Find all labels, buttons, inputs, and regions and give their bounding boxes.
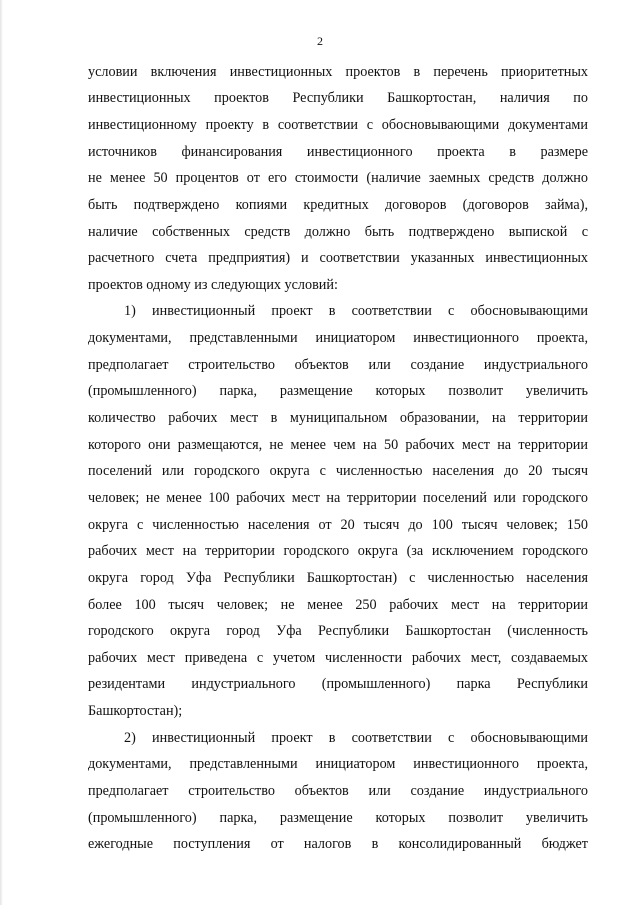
- text-line: резидентами индустриального (промышленного) парка Республики: [88, 676, 588, 692]
- text-line: не менее 50 процентов от его стоимости (наличие заемных средств должно: [88, 170, 588, 186]
- text-line: проектов одному из следующих условий:: [88, 277, 338, 293]
- text-line: количество рабочих мест в муниципальном образовании, на территории: [88, 410, 588, 426]
- text-line: документами, представленными инициатором инвестиционного проекта,: [88, 756, 588, 772]
- text-line: человек; не менее 100 рабочих мест на территории поселений или городского: [88, 490, 588, 506]
- text-line: поселений или городского округа с численностью населения до 20 тысяч: [88, 463, 588, 479]
- scan-edge: [0, 0, 3, 905]
- text-line: (промышленного) парка, размещение которых позволит увеличить: [88, 810, 588, 826]
- text-line: ежегодные поступления от налогов в консолидированный бюджет: [88, 836, 588, 852]
- text-line: 1) инвестиционный проект в соответствии с обосновывающими: [124, 303, 588, 319]
- text-line: рабочих мест на территории городского округа (за исключением городского: [88, 543, 588, 559]
- text-line: которого они размещаются, не менее чем на 50 рабочих мест на территории: [88, 437, 588, 453]
- text-line: расчетного счета предприятия) и соответствии указанных инвестиционных: [88, 250, 588, 266]
- page-number: 2: [317, 34, 323, 48]
- text-line: более 100 тысяч человек; не менее 250 рабочих мест на территории: [88, 597, 588, 613]
- text-line: предполагает строительство объектов или создание индустриального: [88, 357, 588, 373]
- text-line: рабочих мест приведена с учетом численности рабочих мест, создаваемых: [88, 650, 588, 666]
- text-line: 2) инвестиционный проект в соответствии с обосновывающими: [124, 730, 588, 746]
- text-line: инвестиционному проекту в соответствии с обосновывающими документами: [88, 117, 588, 133]
- text-line: (промышленного) парка, размещение которых позволит увеличить: [88, 383, 588, 399]
- text-line: округа с численностью населения от 20 тысяч до 100 тысяч человек; 150: [88, 517, 588, 533]
- text-line: условии включения инвестиционных проектов в перечень приоритетных: [88, 64, 588, 80]
- text-line: городского округа город Уфа Республики Башкортостан (численность: [88, 623, 588, 639]
- text-line: источников финансирования инвестиционного проекта в размере: [88, 144, 588, 160]
- text-line: инвестиционных проектов Республики Башкортостан, наличия по: [88, 90, 588, 106]
- text-line: быть подтверждено копиями кредитных договоров (договоров займа),: [88, 197, 588, 213]
- text-line: документами, представленными инициатором инвестиционного проекта,: [88, 330, 588, 346]
- text-line: предполагает строительство объектов или создание индустриального: [88, 783, 588, 799]
- text-line: наличие собственных средств должно быть подтверждено выпиской с: [88, 224, 588, 240]
- text-line: Башкортостан);: [88, 703, 183, 719]
- text-line: округа город Уфа Республики Башкортостан) с численностью населения: [88, 570, 588, 586]
